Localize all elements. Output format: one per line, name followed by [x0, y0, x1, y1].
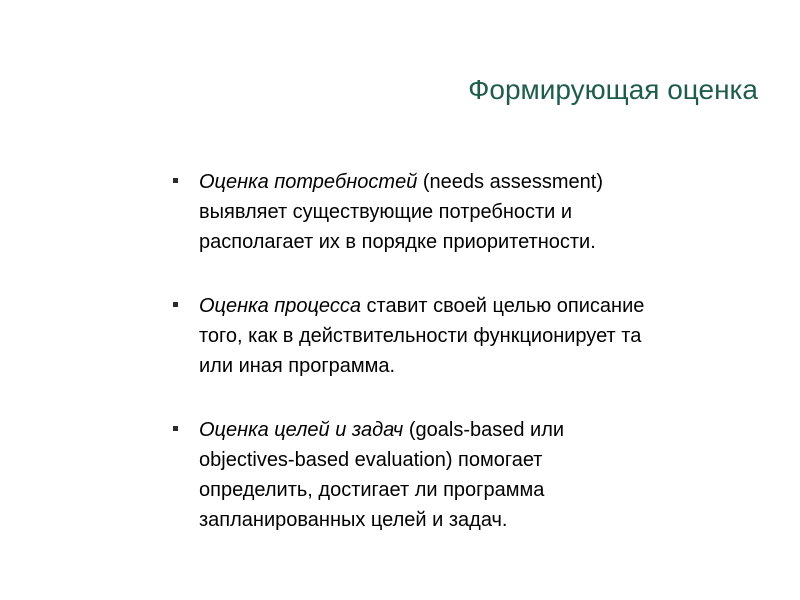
bullet-text: (goals-based или: [403, 419, 565, 441]
bullet-item-goals-based-evaluation: [170, 415, 770, 535]
bullet-line: [199, 415, 770, 445]
bullet-term: Оценка целей и задач: [199, 419, 404, 441]
bullet-item-needs-assessment: [170, 167, 770, 257]
square-bullet-icon: [173, 426, 178, 431]
bullet-term: Оценка потребностей: [199, 171, 418, 193]
bullet-text: ставит своей целью описание: [360, 295, 645, 317]
bullet-line: или иная программа.: [199, 355, 396, 377]
square-bullet-icon: [173, 178, 178, 183]
slide-title: Формирующая оценка: [468, 74, 758, 105]
square-bullet-icon: [173, 302, 178, 307]
bullet-line: [199, 167, 770, 197]
bullet-line: того, как в действительности функционирует та: [199, 325, 642, 347]
bullet-line: objectives-based evaluation) помогает: [199, 449, 543, 471]
bullet-line: располагает их в порядке приоритетности.: [199, 231, 596, 253]
bullet-line: запланированных целей и задач.: [199, 509, 508, 531]
bullet-list: [170, 167, 770, 569]
bullet-term: Оценка процесса: [199, 295, 361, 317]
bullet-item-process-evaluation: [170, 291, 770, 381]
bullet-text: (needs assessment): [417, 171, 603, 193]
bullet-line: выявляет существующие потребности и: [199, 201, 573, 223]
bullet-line: [199, 291, 770, 321]
bullet-line: определить, достигает ли программа: [199, 479, 545, 501]
